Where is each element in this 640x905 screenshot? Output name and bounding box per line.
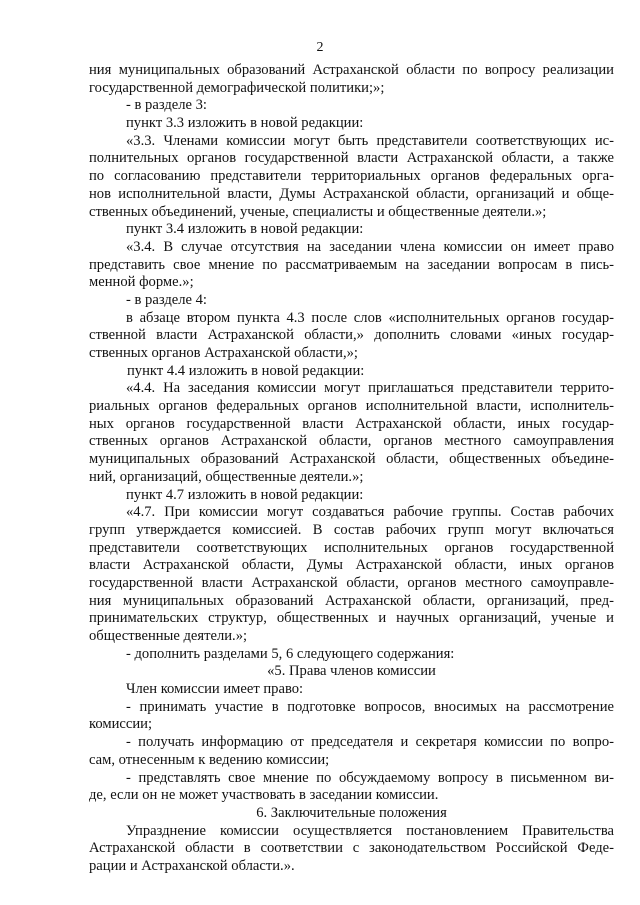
text-line: де, если он не может участвовать в заседании комиссии. [89, 787, 439, 804]
document-body [89, 62, 614, 876]
page-number: 2 [316, 40, 324, 55]
text-line: ственных объединений, ученые, специалисты и общественные деятели.»; [89, 203, 547, 220]
text-line: рации и Астраханской области.». [89, 857, 295, 874]
text-line: - дополнить разделами 5, 6 следующего содержания: [126, 645, 455, 662]
text-line: «5. Права членов комиссии [267, 663, 436, 680]
text-line: - получать информацию от председателя и секретаря комиссии по вопро- [126, 734, 614, 751]
text-line: ственной власти Астраханской области,» дополнить словами «иных государ- [89, 327, 614, 344]
text-line: менной форме.»; [89, 274, 194, 291]
text-line: комиссии; [89, 716, 153, 733]
text-line: Астраханской области в соответствии с законодательством Российской Феде- [89, 840, 614, 857]
text-line: Член комиссии имеет право: [126, 681, 304, 698]
text-line: представить свое мнение по рассматриваемым на заседании вопросам в пись- [89, 256, 614, 273]
text-line: государственной демографической политики;»; [89, 79, 385, 96]
text-line: по согласованию представители территориальных органов федеральных орга- [89, 168, 614, 185]
text-line: пункт 4.4 изложить в новой редакции: [127, 362, 365, 379]
text-line: в абзаце втором пункта 4.3 после слов «исполнительных органов государ- [126, 309, 614, 326]
text-line: сам, отнесенным к ведению комиссии; [89, 751, 330, 768]
text-line: полнительных органов государственной власти Астраханской области, а также [89, 150, 614, 167]
text-line: «4.4. На заседания комиссии могут приглашаться представители террито- [126, 380, 614, 397]
text-line: представители соответствующих исполнительных органов государственной [89, 539, 614, 556]
text-line: власти Астраханской области, Думы Астраханской области, иных органов [89, 557, 614, 574]
text-line: - в разделе 3: [126, 97, 207, 114]
text-line: 6. Заключительные положения [256, 804, 447, 821]
text-line: - в разделе 4: [126, 291, 207, 308]
text-line: пункт 4.7 изложить в новой редакции: [126, 486, 364, 503]
text-line: риальных органов федеральных органов исполнительной власти, исполнитель- [89, 398, 614, 415]
text-line: ния муниципальных образований Астраханской области по вопросу реализации [89, 62, 614, 78]
text-line: «3.3. Членами комиссии могут быть представители соответствующих ис- [126, 132, 614, 149]
text-line: принимательских структур, общественных и научных организаций, ученые и [89, 610, 614, 627]
text-line: общественные деятели.»; [89, 628, 248, 644]
text-line: государственной власти Астраханской области, органов местного самоуправле- [89, 574, 614, 591]
text-line: ных органов государственной власти Астраханской области, иных государ- [89, 415, 614, 432]
text-line: ственных органов Астраханской области,»; [89, 345, 358, 361]
text-line: пункт 3.3 изложить в новой редакции: [126, 115, 364, 132]
text-line: групп утверждается комиссией. В состав рабочих групп могут включаться [89, 521, 614, 538]
text-line: ний, организаций, общественные деятели.»; [89, 468, 364, 485]
text-line: Упразднение комиссии осуществляется постановлением Правительства [126, 822, 614, 839]
text-line: ния муниципальных образований Астраханской области, организаций, пред- [89, 592, 614, 609]
text-line: муниципальных образований Астраханской области, общественных объедине- [89, 451, 614, 468]
text-line: «4.7. При комиссии могут создаваться рабочие группы. Состав рабочих [126, 504, 614, 521]
text-line: - принимать участие в подготовке вопросов, вносимых на рассмотрение [126, 698, 614, 715]
text-line: пункт 3.4 изложить в новой редакции: [126, 221, 364, 238]
text-line: нов исполнительной власти, Думы Астраханской области, организаций и обще- [89, 185, 614, 202]
text-line: «3.4. В случае отсутствия на заседании члена комиссии он имеет право [126, 238, 614, 255]
text-line: - представлять свое мнение по обсуждаемому вопросу в письменном ви- [126, 769, 614, 786]
text-line: ственных органов Астраханской области, органов местного самоуправления [89, 433, 614, 450]
